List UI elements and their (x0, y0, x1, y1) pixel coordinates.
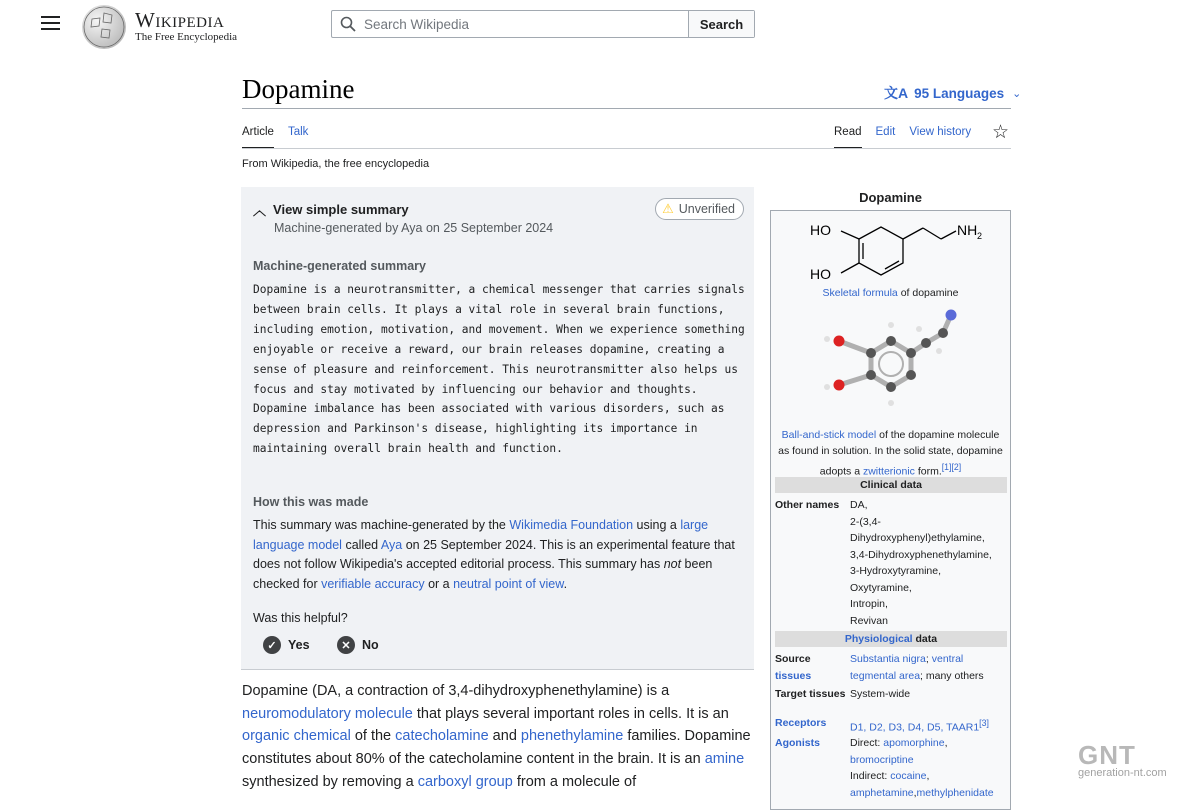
link-bromocriptine[interactable]: bromocriptine (850, 753, 914, 766)
translate-icon: 文A (884, 85, 909, 101)
chevron-up-icon: ︿ (253, 203, 267, 218)
watermark (1078, 740, 1167, 779)
watch-star-icon[interactable]: ☆ (992, 122, 1010, 143)
label-nh-subscript: 2 (977, 231, 983, 241)
infobox: HO HO NH 2 Skeletal formula of dopamine Ball-and-stick model of the dopamine molecule as found in solution. In the solid state, dopamine adopts a zwitterionic form.[1][2] Clinical data Other names DA, 2-(3,4- Dihydroxyphenyl)ethylamine, 3,4-Dihydroxyphenethylamine, 3-Hydroxytyramine, Oxytyramine, Intropin, Revivan Physiological data Source tissues Substantia nigra; ventral tegmental area; many others Target tissues System-wide Receptors D1, D2, D3, D4, D5, TAAR1[3] Agonists Direct: apomorphine, bromocriptine Indirect: cocaine, amphetamine,methylphenidate (770, 210, 1011, 810)
section-clinical-data: Clinical data (775, 477, 1007, 493)
link-neutral-point-of-view[interactable]: neutral point of view (453, 577, 564, 592)
tab-edit[interactable]: Edit (875, 126, 896, 138)
link-physiological[interactable]: Physiological (844, 633, 913, 645)
yes-label: Yes (288, 638, 310, 652)
wikipedia-globe-logo[interactable] (82, 5, 126, 49)
search-icon (340, 16, 356, 32)
summary-section-title: Machine-generated summary (253, 259, 426, 273)
link-large-language-model[interactable]: large language model (253, 518, 709, 552)
link-agonists[interactable]: Agonists (775, 737, 820, 749)
badge-label: Unverified (678, 202, 735, 216)
menu-icon[interactable] (41, 16, 60, 32)
link-apomorphine[interactable]: apomorphine (883, 737, 945, 749)
link-wikimedia-foundation[interactable]: Wikimedia Foundation (509, 518, 634, 532)
watermark-logo: GNT (1078, 740, 1136, 770)
section-physiological-data: Physiological data (775, 631, 1007, 647)
link-verifiable-accuracy[interactable]: verifiable accuracy (321, 577, 425, 592)
wordmark-title: Wikipedia (135, 8, 225, 32)
yes-button[interactable] (263, 636, 310, 654)
link-skeletal-formula[interactable]: Skeletal formula (822, 287, 898, 299)
link-ventral-tegmental-area[interactable]: ventral tegmental area (850, 653, 964, 682)
view-tabs (834, 126, 985, 149)
link-cocaine[interactable]: cocaine (890, 770, 927, 782)
ball-and-stick-caption: Ball-and-stick model of the dopamine molecule as found in solution. In the solid state, dopamine adopts a zwitterionic form.[1][2] (778, 429, 1003, 478)
helpful-question: Was this helpful? (253, 611, 348, 625)
close-icon: ✕ (337, 636, 355, 654)
warning-icon: ⚠ (662, 201, 674, 216)
link-amphetamine[interactable]: amphetamine (850, 786, 914, 799)
skeletal-caption: Skeletal formula of dopamine (822, 287, 959, 299)
wikipedia-wordmark[interactable] (135, 8, 237, 43)
search-input[interactable] (332, 11, 688, 37)
reference-markers[interactable]: [1][2] (941, 462, 962, 472)
label-ho-top: HO (810, 222, 831, 238)
ball-and-stick-image[interactable] (811, 303, 981, 418)
link-substantia-nigra[interactable]: Substantia nigra (850, 653, 926, 665)
summary-toggle[interactable] (253, 200, 409, 219)
site-sub: From Wikipedia, the free encyclopedia (242, 158, 430, 170)
tab-article[interactable]: Article (242, 126, 274, 149)
summary-toggle-label: View simple summary (273, 202, 409, 217)
check-icon: ✓ (263, 636, 281, 654)
page-title: Dopamine (242, 74, 355, 104)
link-organic-chemical[interactable]: organic chemical (242, 728, 351, 745)
title-divider (242, 108, 1011, 109)
how-made-text: This summary was machine-generated by the Wikimedia Foundation using a large language model called Aya on 25 September 2024. This is an experimental feature that does not follow Wikipedia's accepted editorial process. This summary has not been checked for verifiable accuracy or a neutral point of view. (253, 518, 735, 592)
link-phenethylamine[interactable]: phenethylamine (520, 728, 624, 745)
link-aya[interactable]: Aya (380, 537, 403, 552)
unverified-badge (655, 198, 744, 220)
tab-view-history[interactable]: View history (909, 126, 972, 138)
namespace-tabs (242, 126, 322, 149)
link-tissues[interactable]: tissues (775, 669, 812, 682)
language-count: 95 Languages (914, 85, 1005, 101)
label-nh: NH (957, 222, 978, 238)
chevron-down-icon: ⌄ (1012, 87, 1022, 100)
link-methylphenidate[interactable]: methylphenidate (916, 786, 994, 799)
link-ball-and-stick-model[interactable]: Ball-and-stick model (781, 429, 877, 441)
how-made-title: How this was made (253, 495, 369, 509)
link-zwitterionic[interactable]: zwitterionic (862, 465, 915, 478)
receptor-links[interactable]: D1, D2, D3, D4, D5, TAAR1 (850, 721, 980, 734)
link-catecholamine[interactable]: catecholamine (395, 728, 489, 745)
other-names-label: Other names (775, 499, 840, 511)
lead-paragraph: Dopamine (DA, a contraction of 3,4-dihydroxyphenethylamine) is a neuromodulatory molecule that plays several important roles in cells. It is an organic chemical of the catecholamine and phenethylamine families. Dopamine constitutes about 80% of the catecholamine content in the brain. It is an amine synthesized by removing a carboxyl group from a molecule of (242, 683, 751, 790)
link-carboxyl-group[interactable]: carboxyl group (417, 773, 513, 790)
summary-subtitle: Machine-generated by Aya on 25 September 2024 (274, 221, 554, 235)
tab-talk[interactable]: Talk (287, 126, 309, 138)
tabs-divider (242, 148, 1011, 149)
other-names-values: DA, 2-(3,4- Dihydroxyphenyl)ethylamine, 3,4-Dihydroxyphenethylamine, 3-Hydroxytyramine, Oxytyramine, Intropin, Revivan (850, 499, 992, 627)
search-button[interactable]: Search (688, 11, 754, 37)
link-receptors[interactable]: Receptors (775, 717, 827, 729)
simple-summary-panel (241, 187, 754, 670)
search-placeholder: Search Wikipedia (364, 16, 470, 32)
watermark-url: generation-nt.com (1078, 767, 1167, 779)
no-label: No (362, 638, 379, 652)
label-ho-bottom: HO (810, 266, 831, 282)
no-button[interactable] (337, 636, 379, 654)
summary-text: Dopamine is a neurotransmitter, a chemical messenger that carries signals between brain cells. It plays a vital role in several brain functions, including emotion, motivation, and movement. When we experience something enjoyable or receive a reward, our brain releases dopamine, creating a sense of pleasure and reinforcement. This neurotransmitter also helps us focus and stay motivated by influencing our behavior and thoughts. Dopamine imbalance has been associated with various disorders, such as depression and Parkinson's disease, highlighting its importance in maintaining overall brain health and function. (253, 283, 745, 456)
wordmark-tagline: The Free Encyclopedia (135, 31, 238, 43)
language-button[interactable] (884, 83, 1021, 103)
link-neuromodulatory-molecule[interactable]: neuromodulatory molecule (242, 705, 413, 722)
skeletal-formula-image[interactable] (801, 217, 981, 285)
search-bar (331, 10, 755, 38)
tab-read[interactable]: Read (834, 126, 862, 149)
infobox-title: Dopamine (859, 190, 922, 205)
link-amine[interactable]: amine (704, 751, 745, 768)
